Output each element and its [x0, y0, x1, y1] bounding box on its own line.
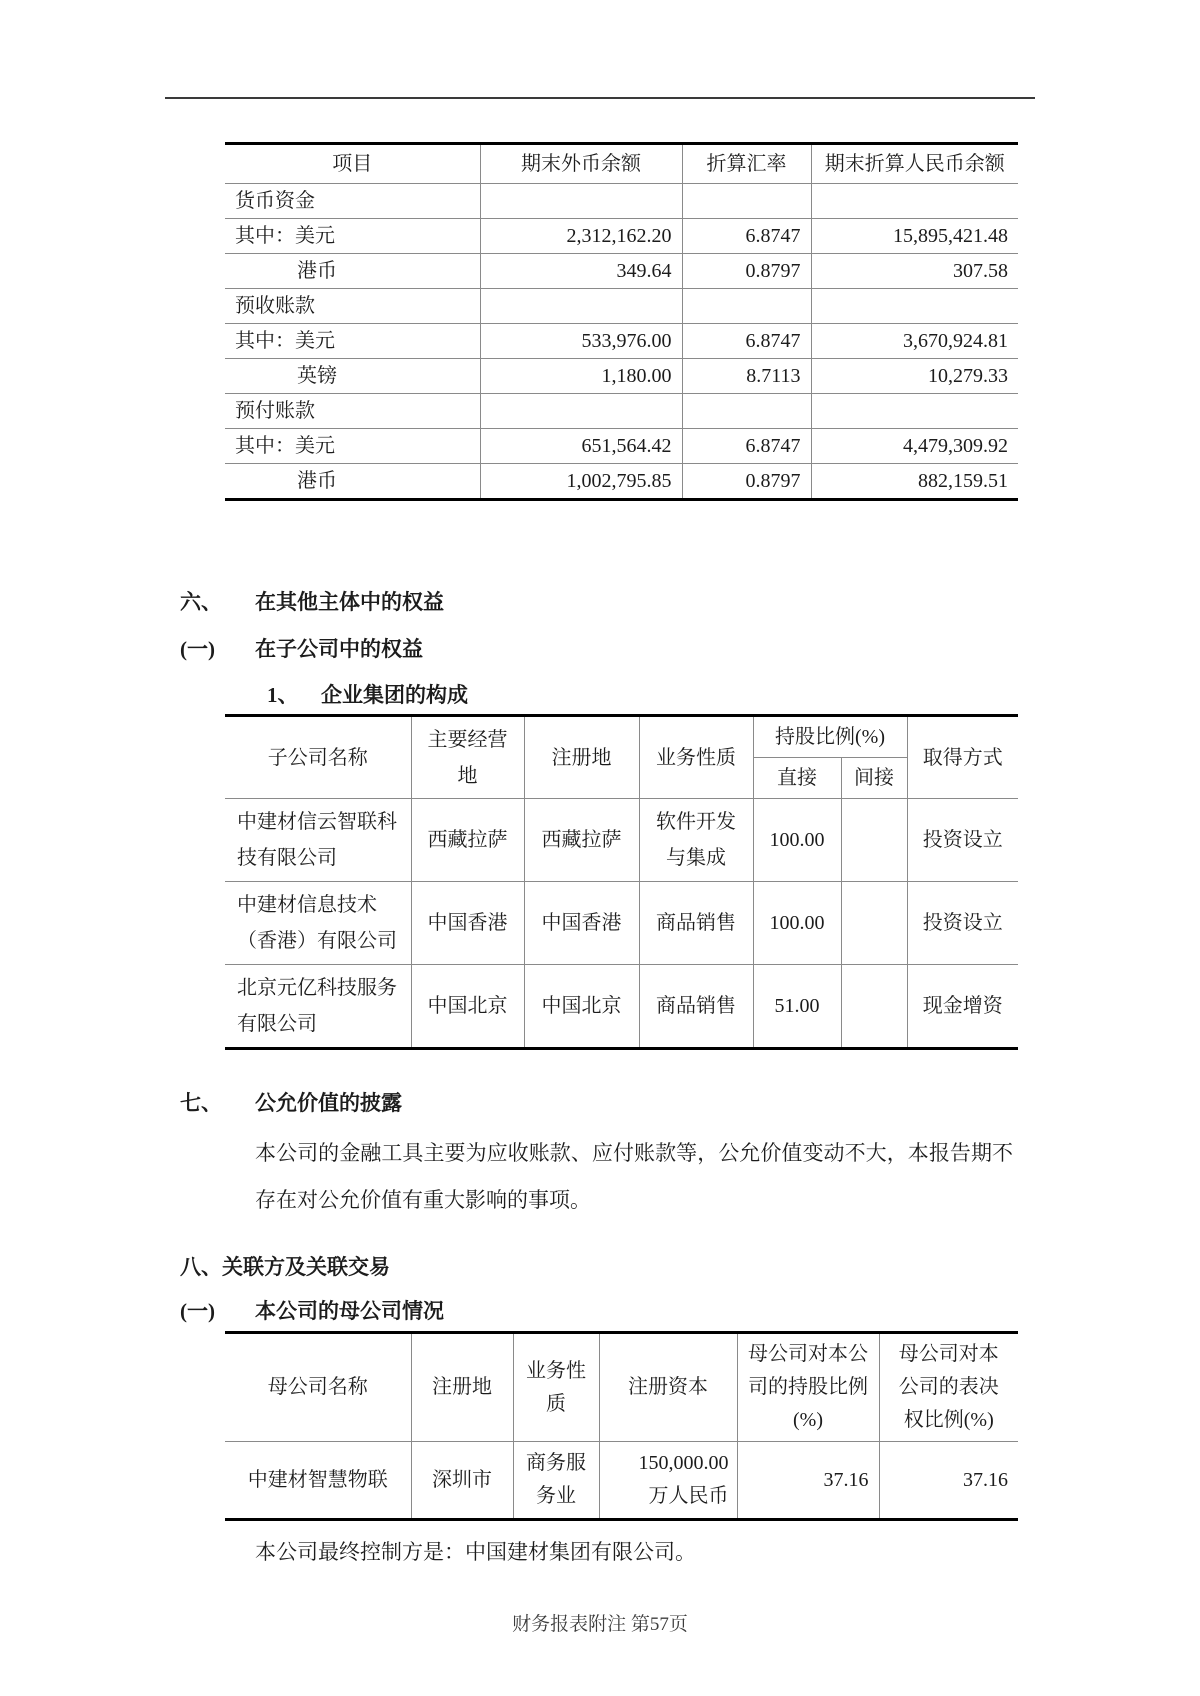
fx-row-advance-recv-gbp [225, 359, 1018, 394]
fx-table [225, 142, 1018, 501]
fx-header-row [225, 145, 1018, 184]
fx-col-rmb-balance: 期末折算人民币余额 [811, 145, 1018, 184]
fx-balance-cell: 2,312,162.20 [480, 219, 682, 254]
fx-balance-cell: 349.64 [480, 254, 682, 289]
parent-header-row [225, 1334, 1018, 1442]
fx-rmb-cell: 307.58 [811, 254, 1018, 289]
subsidiary-name-cell: 中建材信息技术（香港）有限公司 [225, 882, 411, 965]
subsidiary-name-cell: 北京元亿科技服务有限公司 [225, 965, 411, 1048]
fx-item-cell: 英镑 [225, 359, 480, 394]
section-six-heading [180, 587, 1040, 617]
parent-table-grid [225, 1334, 1018, 1518]
fx-rmb-cell [811, 394, 1018, 429]
subsidiary-indirect-cell [841, 882, 907, 965]
section-seven-number: 七、 [180, 1091, 222, 1115]
subsidiary-row-xinyun [225, 799, 1018, 882]
subsidiary-row-yuanyi [225, 965, 1018, 1048]
fx-row-advance-recv-usd [225, 324, 1018, 359]
fx-row-cash-group [225, 184, 1018, 219]
page-content [160, 142, 1040, 1567]
subsidiary-direct-cell: 100.00 [753, 882, 841, 965]
fx-col-foreign-balance: 期末外币余额 [480, 145, 682, 184]
fx-rate-cell: 6.8747 [682, 219, 811, 254]
fx-item-cell: 其中：美元 [225, 324, 480, 359]
parent-capital-cell [599, 1442, 737, 1519]
subsidiary-main-place-cell: 中国香港 [411, 882, 524, 965]
fx-rmb-cell: 882,159.51 [811, 464, 1018, 499]
parent-reg-place-cell: 深圳市 [411, 1442, 513, 1519]
parent-col-holding: 母公司对本公司的持股比例(%) [737, 1334, 879, 1442]
section-eight-sub1-number: (一) [180, 1299, 215, 1323]
section-six-sub1-1-title: 企业集团的构成 [321, 683, 468, 707]
fx-table-grid [225, 145, 1018, 498]
subsidiary-name-cell: 中建材信云智联科技有限公司 [225, 799, 411, 882]
subsidiary-col-indirect: 间接 [841, 758, 907, 799]
subsidiary-method-cell: 投资设立 [907, 882, 1018, 965]
section-seven-body: 本公司的金融工具主要为应收账款、应付账款等，公允价值变动不大，本报告期不存在对公允价值有重大影响的事项。 [255, 1141, 1013, 1212]
fx-balance-cell [480, 184, 682, 219]
fx-item-cell: 港币 [225, 464, 480, 499]
parent-col-voting: 母公司对本公司的表决权比例(%) [879, 1334, 1018, 1442]
parent-holding-cell: 37.16 [737, 1442, 879, 1519]
fx-item-cell: 货币资金 [225, 184, 480, 219]
fx-row-cash-hkd [225, 254, 1018, 289]
fx-balance-cell: 651,564.42 [480, 429, 682, 464]
section-six-title: 在其他主体中的权益 [255, 590, 444, 614]
ultimate-controller-note: 本公司最终控制方是：中国建材集团有限公司。 [255, 1540, 696, 1564]
subsidiary-col-method: 取得方式 [907, 717, 1018, 799]
fx-rmb-cell [811, 289, 1018, 324]
subsidiary-indirect-cell [841, 965, 907, 1048]
fx-balance-cell: 533,976.00 [480, 324, 682, 359]
fx-row-prepay-usd [225, 429, 1018, 464]
fx-rmb-cell: 3,670,924.81 [811, 324, 1018, 359]
parent-name-cell: 中建材智慧物联 [225, 1442, 411, 1519]
section-six-sub1-number: (一) [180, 637, 215, 661]
fx-rmb-cell: 10,279.33 [811, 359, 1018, 394]
fx-row-prepay-hkd [225, 464, 1018, 499]
parent-voting-cell: 37.16 [879, 1442, 1018, 1519]
fx-row-advance-recv-group [225, 289, 1018, 324]
subsidiary-col-main-place: 主要经营地 [411, 717, 524, 799]
fx-item-cell: 其中：美元 [225, 219, 480, 254]
subsidiary-business-cell: 商品销售 [639, 882, 753, 965]
fx-rate-cell: 0.8797 [682, 464, 811, 499]
fx-rmb-cell: 15,895,421.48 [811, 219, 1018, 254]
section-eight-title: 关联方及关联交易 [222, 1255, 390, 1279]
fx-rate-cell [682, 289, 811, 324]
fx-rate-cell [682, 184, 811, 219]
subsidiary-indirect-cell [841, 799, 907, 882]
subsidiary-reg-place-cell: 中国香港 [524, 882, 639, 965]
parent-col-reg-place: 注册地 [411, 1334, 513, 1442]
fx-rmb-cell [811, 184, 1018, 219]
fx-item-cell: 预付账款 [225, 394, 480, 429]
subsidiary-method-cell: 现金增资 [907, 965, 1018, 1048]
page-footer: 财务报表附注 第57页 [512, 1614, 688, 1635]
subsidiary-reg-place-cell: 中国北京 [524, 965, 639, 1048]
subsidiary-col-reg-place: 注册地 [524, 717, 639, 799]
subsidiary-table-grid [225, 717, 1018, 1047]
subsidiary-col-holding: 持股比例(%) [753, 717, 907, 758]
section-six-sub1-1-number: 1、 [267, 683, 299, 707]
section-eight-heading [180, 1252, 1040, 1282]
fx-item-cell: 预收账款 [225, 289, 480, 324]
fx-balance-cell: 1,180.00 [480, 359, 682, 394]
section-eight-sub1-heading [180, 1296, 1040, 1326]
parent-col-name: 母公司名称 [225, 1334, 411, 1442]
subsidiary-business-cell: 软件开发与集成 [639, 799, 753, 882]
section-eight-sub1-title: 本公司的母公司情况 [255, 1299, 444, 1323]
section-eight-number: 八、 [180, 1255, 222, 1279]
parent-col-capital: 注册资本 [599, 1334, 737, 1442]
fx-rmb-cell: 4,479,309.92 [811, 429, 1018, 464]
section-six-sub1-heading [180, 634, 1040, 664]
parent-row [225, 1442, 1018, 1519]
subsidiary-direct-cell: 51.00 [753, 965, 841, 1048]
fx-col-item: 项目 [225, 145, 480, 184]
section-seven-heading [180, 1088, 1040, 1118]
subsidiary-method-cell: 投资设立 [907, 799, 1018, 882]
parent-table [225, 1331, 1018, 1521]
fx-balance-cell [480, 394, 682, 429]
subsidiary-direct-cell: 100.00 [753, 799, 841, 882]
section-six-sub1-1-heading [267, 680, 1040, 710]
fx-row-cash-usd [225, 219, 1018, 254]
section-seven-title: 公允价值的披露 [255, 1091, 402, 1115]
fx-rate-cell: 8.7113 [682, 359, 811, 394]
fx-rate-cell: 0.8797 [682, 254, 811, 289]
fx-balance-cell: 1,002,795.85 [480, 464, 682, 499]
parent-capital-unit: 万人民币 [648, 1485, 729, 1507]
subsidiary-col-direct: 直接 [753, 758, 841, 799]
fx-rate-cell [682, 394, 811, 429]
fx-rate-cell: 6.8747 [682, 324, 811, 359]
header-rule [165, 97, 1035, 99]
subsidiary-row-hongkong [225, 882, 1018, 965]
section-six-number: 六、 [180, 590, 222, 614]
fx-item-cell: 港币 [225, 254, 480, 289]
subsidiary-business-cell: 商品销售 [639, 965, 753, 1048]
section-six-sub1-title: 在子公司中的权益 [255, 637, 423, 661]
fx-item-cell: 其中：美元 [225, 429, 480, 464]
parent-capital-amount: 150,000.00 [638, 1452, 729, 1474]
subsidiary-col-business: 业务性质 [639, 717, 753, 799]
parent-col-business: 业务性质 [513, 1334, 599, 1442]
subsidiary-header-row-1 [225, 717, 1018, 758]
subsidiary-main-place-cell: 西藏拉萨 [411, 799, 524, 882]
fx-rate-cell: 6.8747 [682, 429, 811, 464]
fx-row-prepay-group [225, 394, 1018, 429]
parent-business-cell: 商务服务业 [513, 1442, 599, 1519]
subsidiary-reg-place-cell: 西藏拉萨 [524, 799, 639, 882]
subsidiary-table [225, 714, 1018, 1050]
subsidiary-main-place-cell: 中国北京 [411, 965, 524, 1048]
fx-balance-cell [480, 289, 682, 324]
fx-col-rate: 折算汇率 [682, 145, 811, 184]
subsidiary-col-name: 子公司名称 [225, 717, 411, 799]
